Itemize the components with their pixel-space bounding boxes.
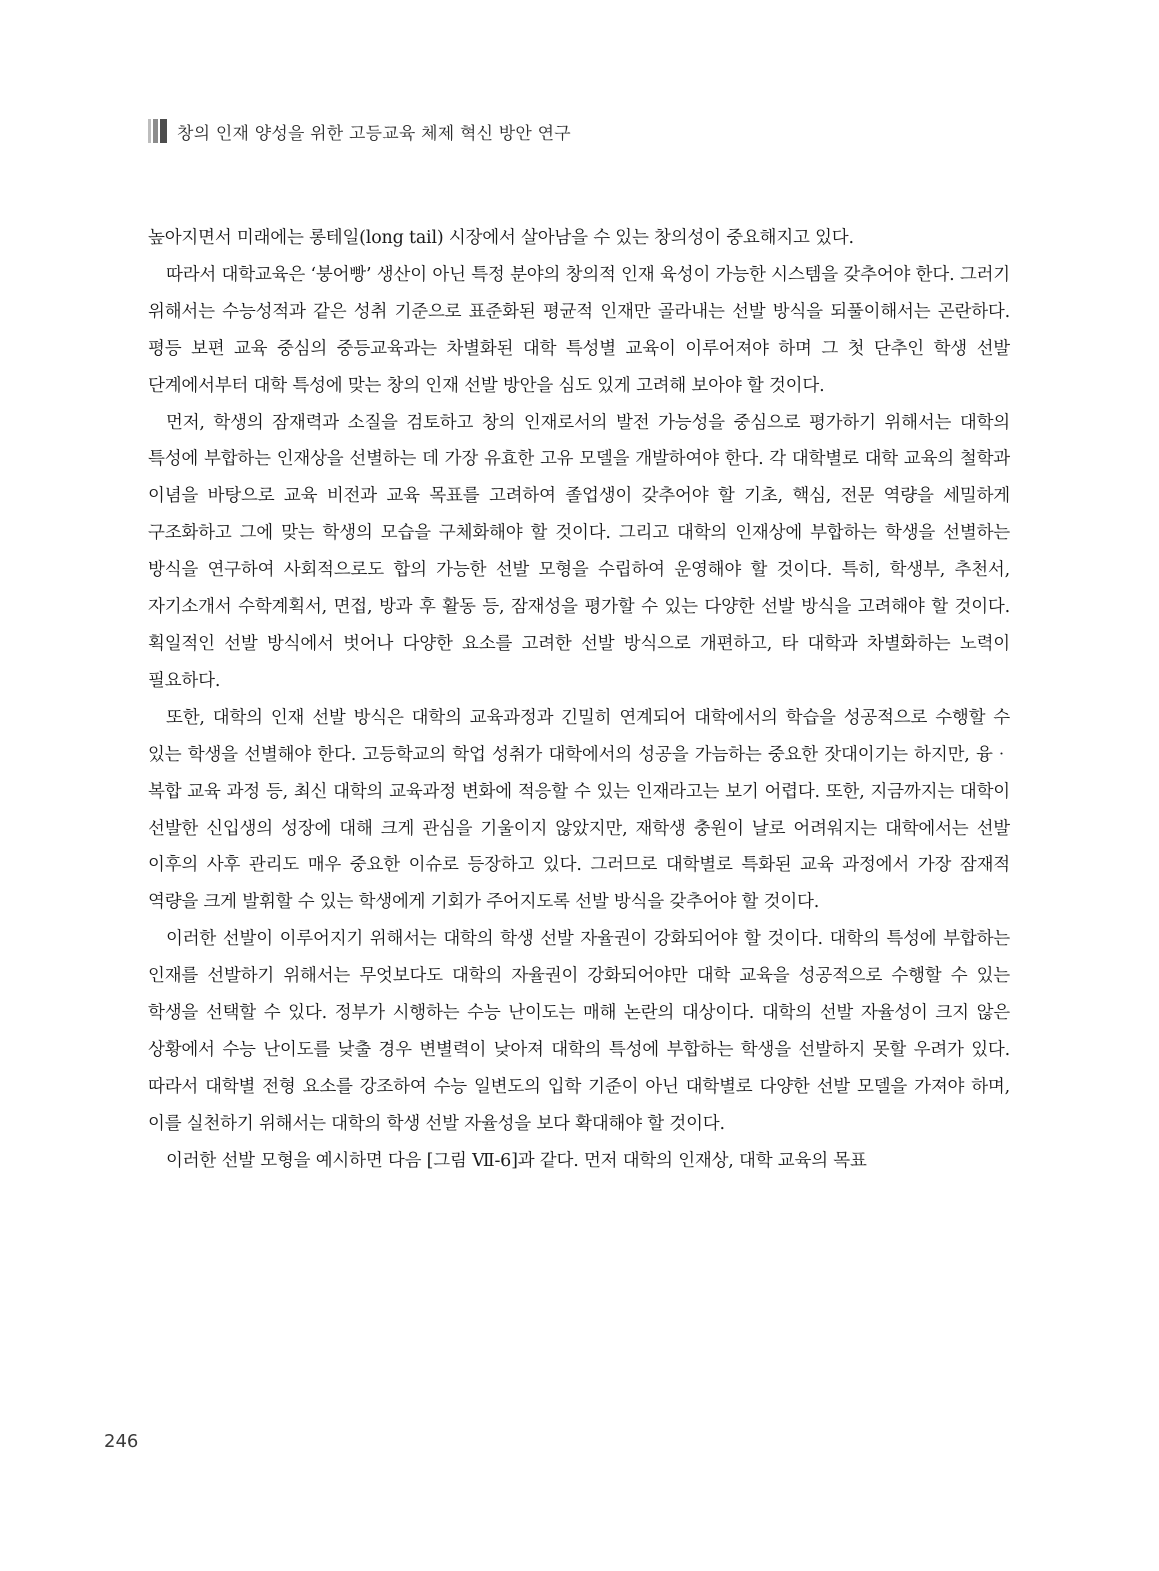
header-bar-marker-icon bbox=[148, 119, 167, 143]
paragraph: 또한, 대학의 인재 선발 방식은 대학의 교육과정과 긴밀히 연계되어 대학에서의 학습을 성공적으로 수행할 수 있는 학생을 선별해야 한다. 고등학교의 학업 성취가 대학에서의 성공을 가늠하는 중요한 잣대이기는 하지만, 융‧복합 교육 과정 등, 최신 대학의 교육과정 변화에 적응할 수 있는 인재라고는 보기 어렵다. 또한, 지금까지는 대학이 선발한 신입생의 성장에 대해 크게 관심을 기울이지 않았지만, 재학생 충원이 날로 어려워지는 대학에서는 선발 이후의 사후 관리도 매우 중요한 이슈로 등장하고 있다. 그러므로 대학별로 특화된 교육 과정에서 가장 잠재적 역량을 크게 발휘할 수 있는 학생에게 기회가 주어지도록 선발 방식을 갖추어야 할 것이다. bbox=[148, 707, 1010, 913]
paragraph: 이러한 선발 모형을 예시하면 다음 [그림 Ⅶ-6]과 같다. 먼저 대학의 인재상, 대학 교육의 목표 bbox=[166, 1150, 867, 1171]
paragraph: 먼저, 학생의 잠재력과 소질을 검토하고 창의 인재로서의 발전 가능성을 중심으로 평가하기 위해서는 대학의 특성에 부합하는 인재상을 선별하는 데 가장 유효한 고유 모델을 개발하여야 한다. 각 대학별로 대학 교육의 철학과 이념을 바탕으로 교육 비전과 교육 목표를 고려하여 졸업생이 갖추어야 할 기초, 핵심, 전문 역량을 세밀하게 구조화하고 그에 맞는 학생의 모습을 구체화해야 할 것이다. 그리고 대학의 인재상에 부합하는 학생을 선별하는 방식을 연구하여 사회적으로도 합의 가능한 선발 모형을 수립하여 운영해야 할 것이다. 특히, 학생부, 추천서, 자기소개서 수학계획서, 면접, 방과 후 활동 등, 잠재성을 평가할 수 있는 다양한 선발 방식을 고려해야 할 것이다. 획일적인 선발 방식에서 벗어나 다양한 요소를 고려한 선발 방식으로 개편하고, 타 대학과 차별화하는 노력이 필요하다. bbox=[148, 412, 1010, 691]
running-header-title: 창의 인재 양성을 위한 고등교육 체제 혁신 방안 연구 bbox=[177, 123, 571, 144]
paragraph: 따라서 대학교육은 ‘붕어빵’ 생산이 아닌 특정 분야의 창의적 인재 육성이 가능한 시스템을 갖추어야 한다. 그러기 위해서는 수능성적과 같은 성취 기준으로 표준화된 평균적 인재만 골라내는 선발 방식을 되풀이해서는 곤란하다. 평등 보편 교육 중심의 중등교육과는 차별화된 대학 특성별 교육이 이루어져야 하며 그 첫 단추인 학생 선발 단계에서부터 대학 특성에 맞는 창의 인재 선발 방안을 심도 있게 고려해 보아야 할 것이다. bbox=[148, 264, 1010, 396]
running-header bbox=[148, 118, 571, 144]
body-text bbox=[148, 220, 1010, 1180]
paragraph: 높아지면서 미래에는 롱테일(long tail) 시장에서 살아남을 수 있는 창의성이 중요해지고 있다. bbox=[148, 228, 854, 248]
page-number: 246 bbox=[104, 1431, 139, 1452]
paragraph: 이러한 선발이 이루어지기 위해서는 대학의 학생 선발 자율권이 강화되어야 할 것이다. 대학의 특성에 부합하는 인재를 선발하기 위해서는 무엇보다도 대학의 자율권이 강화되어야만 대학 교육을 성공적으로 수행할 수 있는 학생을 선택할 수 있다. 정부가 시행하는 수능 난이도는 매해 논란의 대상이다. 대학의 선발 자율성이 크지 않은 상황에서 수능 난이도를 낮출 경우 변별력이 낮아져 대학의 특성에 부합하는 학생을 선발하지 못할 우려가 있다. 따라서 대학별 전형 요소를 강조하여 수능 일변도의 입학 기준이 아닌 대학별로 다양한 선발 모델을 가져야 하며, 이를 실천하기 위해서는 대학의 학생 선발 자율성을 보다 확대해야 할 것이다. bbox=[148, 929, 1010, 1134]
